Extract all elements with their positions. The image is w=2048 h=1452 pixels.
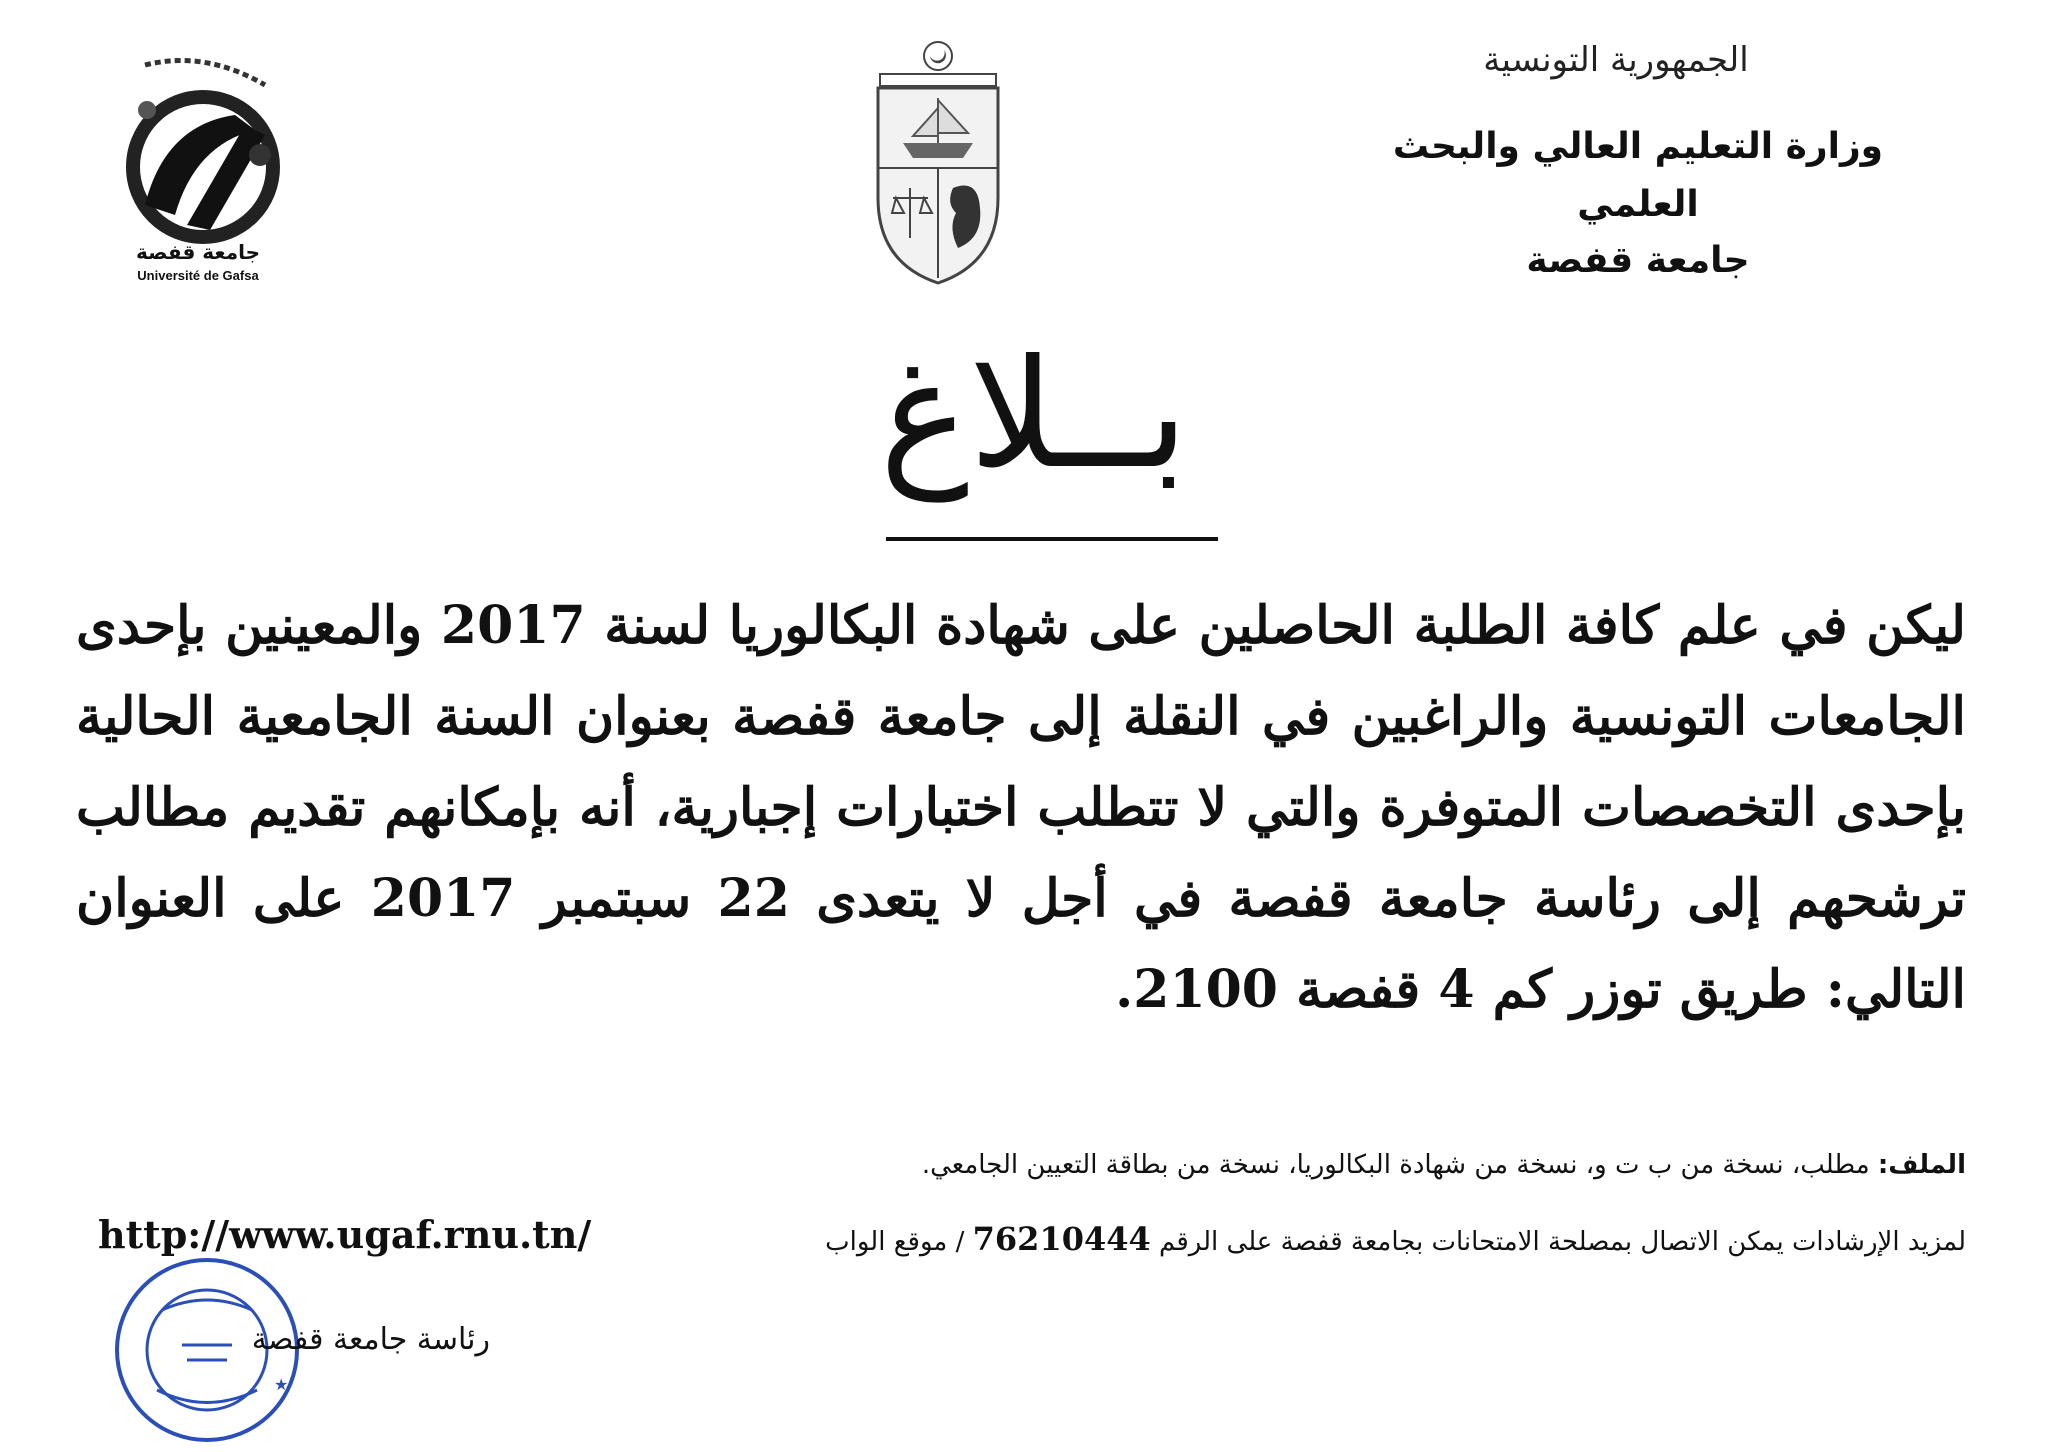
signature-block: رئاسة جامعة قفصة [251,1322,490,1357]
contact-text: لمزيد الإرشادات يمكن الاتصال بمصلحة الامتحانات بجامعة قفصة على الرقم [1150,1227,1966,1257]
required-files-label: الملف: [1877,1150,1966,1180]
header-university: جامعة قفصة [1526,240,1750,281]
title-underline [886,537,1218,541]
website-url[interactable]: http://www.ugaf.rnu.tn/ [98,1212,592,1257]
logo-arabic-text: جامعة قفصة [135,240,260,264]
header-ministry-line1: وزارة التعليم العالي والبحث [1392,126,1884,167]
required-files-list: مطلب، نسخة من ب ت و، نسخة من شهادة البكالوريا، نسخة من بطاقة التعيين الجامعي. [921,1150,1878,1180]
logo-french-text: Université de Gafsa [137,268,259,283]
header-republic: الجمهورية التونسية [1483,40,1749,80]
header-ministry [1338,118,1938,234]
tunisia-coat-of-arms-icon [868,38,1008,288]
announcement-paragraph: ليكن في علم كافة الطلبة الحاصلين على شهادة البكالوريا لسنة 2017 والمعينين بإحدى الجامعات التونسية والراغبين في النقلة إلى جامعة قفصة بعنوان السنة الجامعية الحالية بإحدى التخصصات المتوفرة والتي لا تتطلب اختبارات إجبارية، أنه بإمكانهم تقديم مطالب ترشحهم إلى رئاسة جامعة قفصة في أجل لا يتعدى 22 سبتمبر 2017 على العنوان التالي: طريق توزر كم 4 قفصة 2100. [76,595,1967,1020]
document-title: بــلاغ [879,328,1189,502]
header-ministry-line2: العلمي [1577,184,1699,225]
contact-phone: 76210444 [972,1220,1151,1258]
svg-text:★: ★ [274,1375,289,1394]
contact-website-label: / موقع الواب [825,1227,973,1257]
required-files [76,1150,1966,1180]
